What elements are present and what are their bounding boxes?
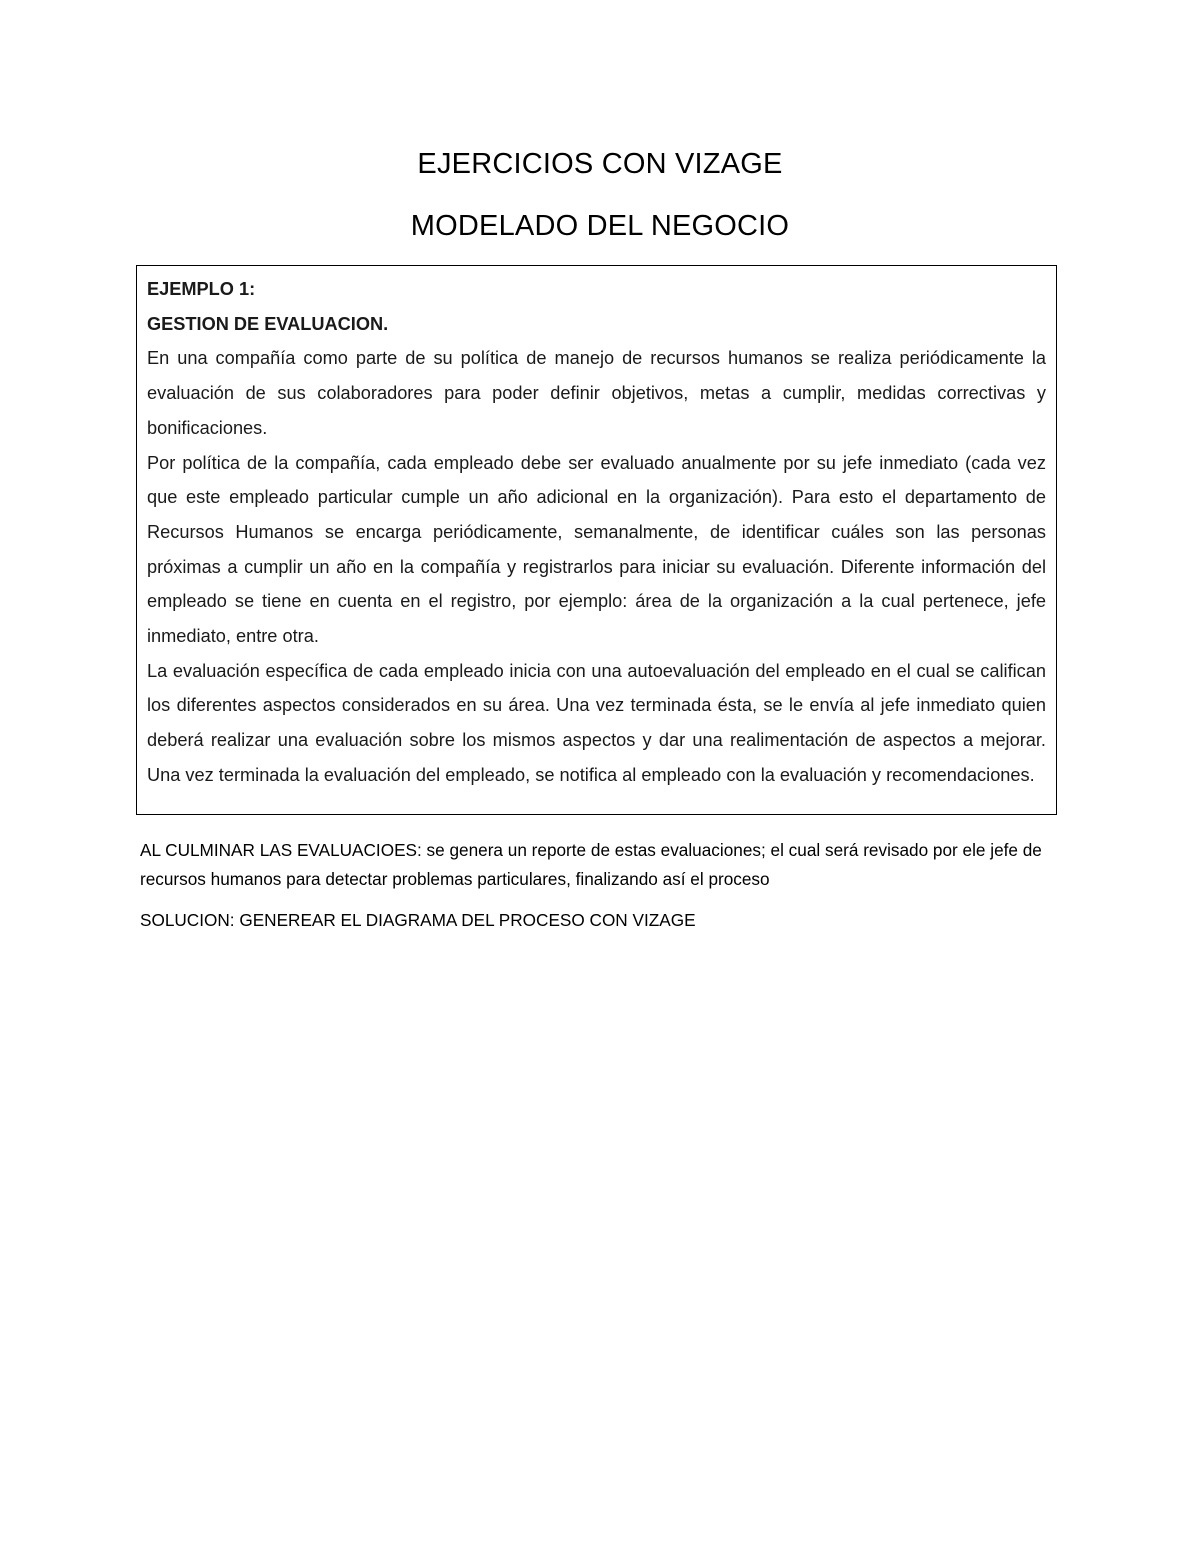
example-paragraph-3: La evaluación específica de cada empleado inicia con una autoevaluación del empleado en el cual se califican los diferentes aspectos considerados en su área. Una vez terminada ésta, se le envía al jefe inmediato quien deberá realizar una evaluación sobre los mismos aspectos y dar una realimentación de aspectos a mejorar. Una vez terminada la evaluación del empleado, se notifica al empleado con la evaluación y recomendaciones. <box>147 660 1046 785</box>
example-box <box>136 265 1057 815</box>
example-heading: GESTION DE EVALUACION. <box>147 313 389 334</box>
document-subtitle: MODELADO DEL NEGOCIO <box>410 210 790 242</box>
solution-line: SOLUCION: GENEREAR EL DIAGRAMA DEL PROCESO CON VIZAGE <box>140 910 696 930</box>
example-paragraph-1: En una compañía como parte de su política de manejo de recursos humanos se realiza periódicamente la evaluación de sus colaboradores para poder definir objetivos, metas a cumplir, medidas correctivas y bonificaciones. <box>147 348 1046 438</box>
example-label: EJEMPLO 1: <box>147 279 256 299</box>
example-paragraph-2: Por política de la compañía, cada empleado debe ser evaluado anualmente por su jefe inmediato (cada vez que este empleado particular cumple un año adicional en la organización). Para esto el departamento de Recursos Humanos se encarga periódicamente, semanalmente, de identificar cuáles son las personas próximas a cumplir un año en la compañía y registrarlos para iniciar su evaluación. Diferente información del empleado se tiene en cuenta en el registro, por ejemplo: área de la organización a la cual pertenece, jefe inmediato, entre otra. <box>147 452 1046 647</box>
document-title: EJERCICIOS CON VIZAGE <box>417 148 783 180</box>
conclusion-paragraph: AL CULMINAR LAS EVALUACIOES: se genera un reporte de estas evaluaciones; el cual será revisado por ele jefe de recursos humanos para detectar problemas particulares, finalizando así el proceso <box>140 840 1042 889</box>
